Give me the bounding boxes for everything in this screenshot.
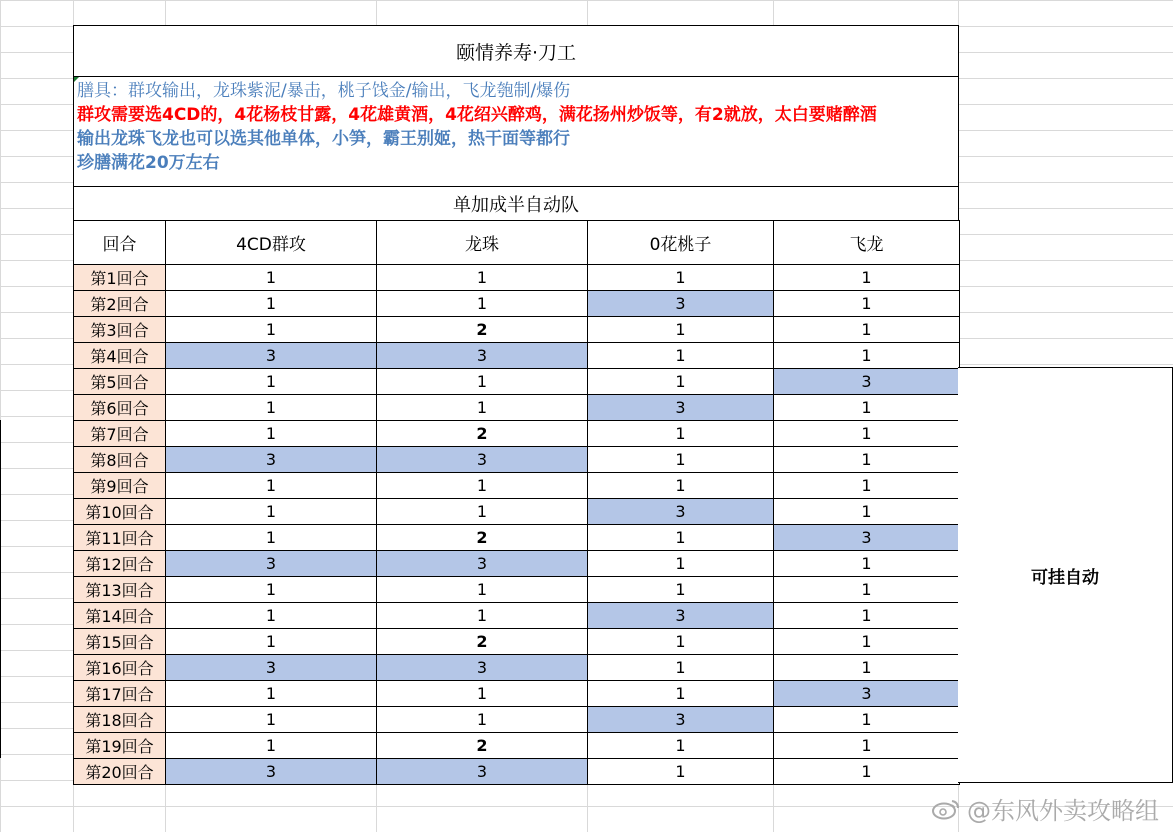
comment-indicator bbox=[74, 77, 79, 82]
value-cell-peach[interactable]: 1 bbox=[588, 655, 774, 681]
round-label-cell[interactable]: 第3回合 bbox=[74, 317, 166, 343]
table-row bbox=[74, 343, 960, 369]
table-row bbox=[74, 629, 960, 655]
round-label-cell[interactable]: 第2回合 bbox=[74, 291, 166, 317]
value-cell-aoe[interactable]: 1 bbox=[166, 317, 377, 343]
sheet-title-text: 颐情养寿·刀工 bbox=[455, 41, 577, 64]
header-cell-dragon-pearl[interactable]: 龙珠 bbox=[377, 221, 588, 265]
table-row bbox=[74, 525, 960, 551]
table-row bbox=[74, 265, 960, 291]
note-line-2: 群攻需要选4CD的，4花杨枝甘露，4花雄黄酒，4花绍兴醉鸡，满花扬州炒饭等，有2就放，太白要赌醉酒 bbox=[77, 105, 877, 125]
team-subtitle-text: 单加成半自动队 bbox=[453, 194, 579, 216]
table-row bbox=[74, 291, 960, 317]
value-cell-dragon-pearl[interactable]: 1 bbox=[377, 473, 588, 499]
value-cell-flying-dragon[interactable]: 1 bbox=[774, 447, 960, 473]
table-row bbox=[74, 551, 960, 577]
value-cell-aoe[interactable]: 3 bbox=[166, 655, 377, 681]
auto-note-cell[interactable] bbox=[958, 367, 1173, 783]
table-row bbox=[74, 603, 960, 629]
table-row bbox=[74, 733, 960, 759]
value-cell-aoe[interactable]: 1 bbox=[166, 629, 377, 655]
value-cell-flying-dragon[interactable]: 1 bbox=[774, 551, 960, 577]
round-label-cell[interactable]: 第8回合 bbox=[74, 447, 166, 473]
table-row bbox=[74, 759, 960, 785]
value-cell-flying-dragon[interactable]: 1 bbox=[774, 759, 960, 785]
value-cell-flying-dragon[interactable]: 1 bbox=[774, 317, 960, 343]
value-cell-dragon-pearl[interactable]: 1 bbox=[377, 369, 588, 395]
rounds-table bbox=[73, 220, 960, 785]
value-cell-dragon-pearl[interactable]: 2 bbox=[377, 629, 588, 655]
value-cell-flying-dragon[interactable]: 3 bbox=[774, 681, 960, 707]
value-cell-dragon-pearl[interactable]: 1 bbox=[377, 681, 588, 707]
header-cell-round[interactable]: 回合 bbox=[74, 221, 166, 265]
value-cell-flying-dragon[interactable]: 1 bbox=[774, 343, 960, 369]
value-cell-peach[interactable]: 1 bbox=[588, 551, 774, 577]
value-cell-peach[interactable]: 3 bbox=[588, 499, 774, 525]
value-cell-dragon-pearl[interactable]: 3 bbox=[377, 447, 588, 473]
value-cell-peach[interactable]: 1 bbox=[588, 343, 774, 369]
value-cell-dragon-pearl[interactable]: 1 bbox=[377, 499, 588, 525]
round-label-cell[interactable]: 第19回合 bbox=[74, 733, 166, 759]
note-line-3: 输出龙珠飞龙也可以选其他单体，小笋，霸王别姬，热干面等都行 bbox=[77, 129, 570, 149]
value-cell-peach[interactable]: 1 bbox=[588, 629, 774, 655]
value-cell-dragon-pearl[interactable]: 1 bbox=[377, 707, 588, 733]
value-cell-aoe[interactable]: 1 bbox=[166, 577, 377, 603]
value-cell-dragon-pearl[interactable]: 3 bbox=[377, 759, 588, 785]
value-cell-flying-dragon[interactable]: 1 bbox=[774, 603, 960, 629]
value-cell-dragon-pearl[interactable]: 1 bbox=[377, 603, 588, 629]
value-cell-dragon-pearl[interactable]: 1 bbox=[377, 395, 588, 421]
value-cell-aoe[interactable]: 3 bbox=[166, 759, 377, 785]
table-row bbox=[74, 473, 960, 499]
rounds-body bbox=[74, 265, 960, 785]
value-cell-aoe[interactable]: 1 bbox=[166, 473, 377, 499]
value-cell-flying-dragon[interactable]: 1 bbox=[774, 629, 960, 655]
weibo-icon bbox=[929, 797, 963, 821]
table-row bbox=[74, 681, 960, 707]
note-line-1: 膳具：群攻输出，龙珠紫泥/暴击，桃子饯金/输出，飞龙匏制/爆伤 bbox=[77, 81, 571, 101]
value-cell-flying-dragon[interactable]: 1 bbox=[774, 499, 960, 525]
value-cell-peach[interactable]: 1 bbox=[588, 421, 774, 447]
round-label-cell[interactable]: 第12回合 bbox=[74, 551, 166, 577]
value-cell-aoe[interactable]: 1 bbox=[166, 291, 377, 317]
sheet-title[interactable] bbox=[73, 25, 959, 77]
value-cell-flying-dragon[interactable]: 1 bbox=[774, 733, 960, 759]
value-cell-aoe[interactable]: 3 bbox=[166, 447, 377, 473]
round-label-cell[interactable]: 第17回合 bbox=[74, 681, 166, 707]
value-cell-dragon-pearl[interactable]: 2 bbox=[377, 317, 588, 343]
value-cell-aoe[interactable]: 1 bbox=[166, 733, 377, 759]
table-row bbox=[74, 707, 960, 733]
value-cell-aoe[interactable]: 1 bbox=[166, 369, 377, 395]
header-cell-peach[interactable]: 0花桃子 bbox=[588, 221, 774, 265]
value-cell-flying-dragon[interactable]: 3 bbox=[774, 369, 960, 395]
table-row bbox=[74, 421, 960, 447]
value-cell-aoe[interactable]: 1 bbox=[166, 681, 377, 707]
value-cell-peach[interactable]: 3 bbox=[588, 291, 774, 317]
value-cell-peach[interactable]: 1 bbox=[588, 759, 774, 785]
value-cell-aoe[interactable]: 1 bbox=[166, 395, 377, 421]
watermark-text: @东风外卖攻略组 bbox=[967, 797, 1159, 825]
value-cell-peach[interactable]: 1 bbox=[588, 265, 774, 291]
value-cell-peach[interactable]: 1 bbox=[588, 369, 774, 395]
round-label-cell[interactable]: 第6回合 bbox=[74, 395, 166, 421]
value-cell-dragon-pearl[interactable]: 3 bbox=[377, 655, 588, 681]
value-cell-dragon-pearl[interactable]: 1 bbox=[377, 577, 588, 603]
value-cell-flying-dragon[interactable]: 1 bbox=[774, 265, 960, 291]
round-label-cell[interactable]: 第20回合 bbox=[74, 759, 166, 785]
round-label-cell[interactable]: 第11回合 bbox=[74, 525, 166, 551]
value-cell-dragon-pearl[interactable]: 1 bbox=[377, 291, 588, 317]
value-cell-dragon-pearl[interactable]: 2 bbox=[377, 421, 588, 447]
value-cell-dragon-pearl[interactable]: 3 bbox=[377, 551, 588, 577]
header-cell-aoe[interactable]: 4CD群攻 bbox=[166, 221, 377, 265]
value-cell-peach[interactable]: 3 bbox=[588, 395, 774, 421]
round-label-cell[interactable]: 第9回合 bbox=[74, 473, 166, 499]
table-row bbox=[74, 447, 960, 473]
value-cell-aoe[interactable]: 1 bbox=[166, 265, 377, 291]
value-cell-peach[interactable]: 1 bbox=[588, 317, 774, 343]
team-subtitle[interactable] bbox=[73, 186, 959, 221]
header-cell-flying-dragon[interactable]: 飞龙 bbox=[774, 221, 960, 265]
round-label-cell[interactable]: 第18回合 bbox=[74, 707, 166, 733]
notes-cell[interactable] bbox=[73, 76, 959, 187]
value-cell-peach[interactable]: 1 bbox=[588, 525, 774, 551]
watermark bbox=[929, 791, 1159, 826]
table-row bbox=[74, 577, 960, 603]
round-label-cell[interactable]: 第13回合 bbox=[74, 577, 166, 603]
round-label-cell[interactable]: 第4回合 bbox=[74, 343, 166, 369]
round-label-cell[interactable]: 第14回合 bbox=[74, 603, 166, 629]
value-cell-peach[interactable]: 3 bbox=[588, 707, 774, 733]
value-cell-flying-dragon[interactable]: 1 bbox=[774, 395, 960, 421]
value-cell-flying-dragon[interactable]: 3 bbox=[774, 525, 960, 551]
value-cell-flying-dragon[interactable]: 1 bbox=[774, 473, 960, 499]
value-cell-aoe[interactable]: 1 bbox=[166, 707, 377, 733]
value-cell-aoe[interactable]: 1 bbox=[166, 525, 377, 551]
value-cell-peach[interactable]: 1 bbox=[588, 447, 774, 473]
value-cell-peach[interactable]: 1 bbox=[588, 473, 774, 499]
round-label-cell[interactable]: 第7回合 bbox=[74, 421, 166, 447]
round-label-cell[interactable]: 第10回合 bbox=[74, 499, 166, 525]
value-cell-peach[interactable]: 1 bbox=[588, 733, 774, 759]
left-border-line bbox=[0, 420, 1, 758]
value-cell-flying-dragon[interactable]: 1 bbox=[774, 421, 960, 447]
round-label-cell[interactable]: 第16回合 bbox=[74, 655, 166, 681]
auto-note-text: 可挂自动 bbox=[1031, 567, 1099, 588]
value-cell-dragon-pearl[interactable]: 3 bbox=[377, 343, 588, 369]
table-row bbox=[74, 369, 960, 395]
value-cell-aoe[interactable]: 1 bbox=[166, 499, 377, 525]
value-cell-dragon-pearl[interactable]: 1 bbox=[377, 265, 588, 291]
table-row bbox=[74, 395, 960, 421]
value-cell-aoe[interactable]: 3 bbox=[166, 343, 377, 369]
value-cell-dragon-pearl[interactable]: 2 bbox=[377, 525, 588, 551]
value-cell-flying-dragon[interactable]: 1 bbox=[774, 577, 960, 603]
value-cell-aoe[interactable]: 3 bbox=[166, 551, 377, 577]
table-row bbox=[74, 499, 960, 525]
value-cell-dragon-pearl[interactable]: 2 bbox=[377, 733, 588, 759]
value-cell-peach[interactable]: 1 bbox=[588, 681, 774, 707]
header-row bbox=[74, 221, 960, 265]
value-cell-flying-dragon[interactable]: 1 bbox=[774, 707, 960, 733]
round-label-cell[interactable]: 第5回合 bbox=[74, 369, 166, 395]
round-label-cell[interactable]: 第15回合 bbox=[74, 629, 166, 655]
round-label-cell[interactable]: 第1回合 bbox=[74, 265, 166, 291]
value-cell-aoe[interactable]: 1 bbox=[166, 603, 377, 629]
value-cell-flying-dragon[interactable]: 1 bbox=[774, 655, 960, 681]
value-cell-aoe[interactable]: 1 bbox=[166, 421, 377, 447]
table-row bbox=[74, 317, 960, 343]
table-row bbox=[74, 655, 960, 681]
value-cell-peach[interactable]: 1 bbox=[588, 577, 774, 603]
note-line-4: 珍膳满花20万左右 bbox=[77, 153, 220, 173]
value-cell-peach[interactable]: 3 bbox=[588, 603, 774, 629]
value-cell-flying-dragon[interactable]: 1 bbox=[774, 291, 960, 317]
